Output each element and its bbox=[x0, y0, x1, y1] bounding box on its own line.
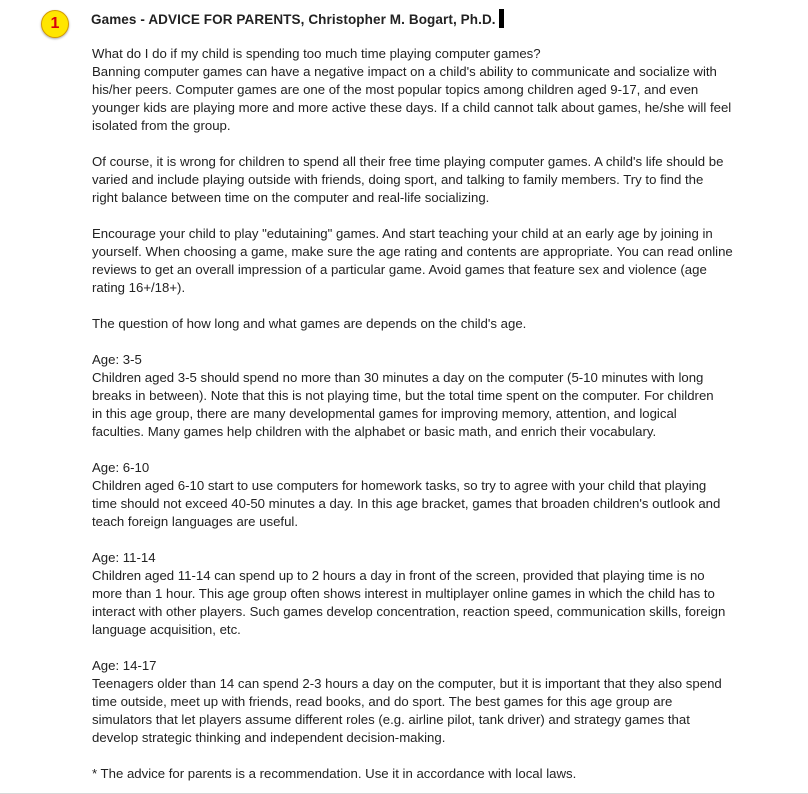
text-line: What do I do if my child is spending too much time playing computer games? bbox=[92, 46, 541, 61]
text-line: Of course, it is wrong for children to spend all their free time playing computer games. A child's life should be bbox=[92, 154, 724, 169]
text-line: * The advice for parents is a recommendation. Use it in accordance with local laws. bbox=[92, 766, 577, 781]
number-badge bbox=[41, 10, 69, 38]
text-line: Age: 3-5 bbox=[92, 352, 142, 367]
badge-number: 1 bbox=[50, 15, 60, 32]
text-line: Age: 6-10 bbox=[92, 460, 150, 475]
text-line: Age: 14-17 bbox=[92, 658, 157, 673]
text-line: reviews to get an overall impression of a particular game. Avoid games that feature sex and violence (age bbox=[92, 262, 707, 277]
text-line: right balance between time on the computer and real-life socializing. bbox=[92, 190, 490, 205]
text-line: more than 1 hour. This age group often shows interest in multiplayer online games in which the child has to bbox=[92, 586, 715, 601]
paragraph bbox=[92, 225, 802, 297]
text-line: yourself. When choosing a game, make sure the age rating and contents are appropriate. You can read online bbox=[92, 244, 733, 259]
text-line: teach foreign languages are useful. bbox=[92, 514, 299, 529]
paragraph-gap bbox=[92, 531, 802, 549]
paragraph-gap bbox=[92, 207, 802, 225]
paragraph bbox=[92, 459, 802, 531]
text-line: time should not exceed 40-50 minutes a day. In this age bracket, games that broaden children's outlook and bbox=[92, 496, 721, 511]
text-line: isolated from the group. bbox=[92, 118, 231, 133]
paragraph-gap bbox=[92, 441, 802, 459]
paragraph-gap bbox=[92, 639, 802, 657]
text-line: Age: 11-14 bbox=[92, 550, 156, 565]
paragraph bbox=[92, 549, 802, 639]
paragraph bbox=[92, 765, 802, 783]
text-line: Children aged 3-5 should spend no more than 30 minutes a day on the computer (5-10 minutes with long bbox=[92, 370, 704, 385]
paragraph bbox=[92, 315, 802, 333]
text-line: The question of how long and what games are depends on the child's age. bbox=[92, 316, 527, 331]
paragraph-gap bbox=[92, 747, 802, 765]
text-line: rating 16+/18+). bbox=[92, 280, 186, 295]
text-line: younger kids are playing more and more active these days. If a child cannot talk about games, he/she will feel bbox=[92, 100, 732, 115]
text-line: Banning computer games can have a negative impact on a child's ability to communicate and socialize with bbox=[92, 64, 717, 79]
document-body[interactable] bbox=[92, 45, 802, 783]
document-title[interactable] bbox=[91, 9, 504, 28]
text-line: Encourage your child to play "edutaining" games. And start teaching your child at an early age by joining in bbox=[92, 226, 713, 241]
paragraph bbox=[92, 153, 802, 207]
paragraph-gap bbox=[92, 297, 802, 315]
title-text: Games - ADVICE FOR PARENTS, Christopher M. Bogart, Ph.D. bbox=[91, 12, 496, 27]
text-line: breaks in between). Note that this is not playing time, but the total time spent on the computer. For children bbox=[92, 388, 714, 403]
paragraph-gap bbox=[92, 333, 802, 351]
text-line: simulators that let players assume different roles (e.g. airline pilot, tank driver) and strategy games that bbox=[92, 712, 690, 727]
paragraph bbox=[92, 657, 802, 747]
text-line: time outside, meet up with friends, read books, and do sport. The best games for this age group are bbox=[92, 694, 673, 709]
text-line: develop strategic thinking and independent decision-making. bbox=[92, 730, 446, 745]
text-line: interact with other players. Such games develop concentration, reaction speed, communication skills, foreign bbox=[92, 604, 726, 619]
text-cursor bbox=[499, 9, 504, 28]
text-line: faculties. Many games help children with the alphabet or basic math, and enrich their vocabulary. bbox=[92, 424, 657, 439]
paragraph-gap bbox=[92, 135, 802, 153]
text-line: varied and include playing outside with friends, doing sport, and talking to family members. Try to find the bbox=[92, 172, 704, 187]
text-line: Children aged 11-14 can spend up to 2 hours a day in front of the screen, provided that playing time is no bbox=[92, 568, 705, 583]
paragraph bbox=[92, 351, 802, 441]
text-line: in this age group, there are many developmental games for improving memory, attention, and logical bbox=[92, 406, 677, 421]
text-line: Teenagers older than 14 can spend 2-3 hours a day on the computer, but it is important that they also spend bbox=[92, 676, 722, 691]
text-line: Children aged 6-10 start to use computers for homework tasks, so try to agree with your child that playing bbox=[92, 478, 707, 493]
paragraph bbox=[92, 45, 802, 135]
text-line: language acquisition, etc. bbox=[92, 622, 241, 637]
text-line: his/her peers. Computer games are one of the most popular topics among children aged 9-17, and even bbox=[92, 82, 699, 97]
